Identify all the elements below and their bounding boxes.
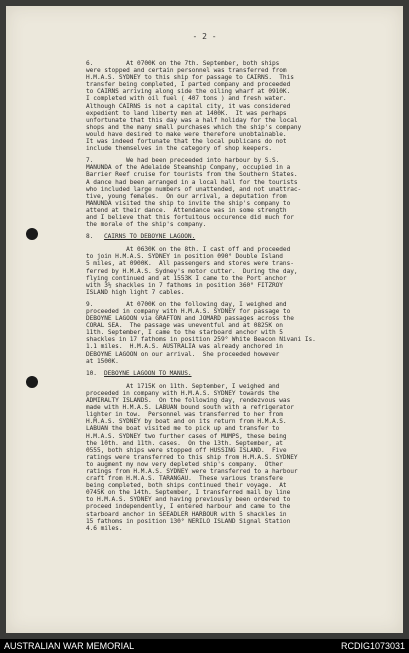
text-line: Although CAIRNS is not a capital city, it was considered <box>86 102 291 110</box>
text-line: and I believe that this fortuitous occurence did much for <box>86 213 294 221</box>
text-line: H.M.A.S. SYDNEY to this ship for passage to CAIRNS. This <box>86 74 294 82</box>
text-line: LABUAN the boat visited me to pick up and transfer to <box>86 425 280 433</box>
text-line: CORAL SEA. The passage was uneventful and at 0825K on <box>86 322 283 330</box>
text-line: 9. At 0700K on the following day, I weighed and <box>86 300 287 308</box>
paragraph <box>86 301 386 365</box>
text-line: 11th. September, I came to the starboard anchor with 5 <box>86 329 283 337</box>
text-line: being completed, both ships continued their voyage. At <box>86 482 287 490</box>
text-line: At 0630K on the 8th. I cast off and proceeded <box>86 246 291 254</box>
section-heading-number: 10. <box>86 369 97 377</box>
text-line: ferred by H.M.A.S. Sydney's motor cutter. During the day, <box>86 267 298 275</box>
text-line: craft from H.M.A.S. TARANGAU. These various transfere <box>86 475 283 483</box>
text-line: at 1500K. <box>86 357 119 365</box>
text-line: 7. We had been preceeded into harbour by S.S. <box>86 157 280 165</box>
section-heading-title: DEBOYNE LAGOON TO MANUS. <box>104 369 192 377</box>
text-line: tive, young females. On our arrival, a deputation from <box>86 192 287 200</box>
text-line: lighter in tow. Personnel was transferred to her from <box>86 411 283 419</box>
text-line: proceed independently, I entered harbour and came to the <box>86 503 291 511</box>
text-line: include themselves in the category of shop keepers. <box>86 145 272 153</box>
text-line: transfer being completed, I parted company and proceeded <box>86 81 291 89</box>
text-line: H.M.A.S. SYDNEY two further cases of MUMPS, these being <box>86 432 287 440</box>
section-heading-number: 8. <box>86 233 94 241</box>
footer-institution: AUSTRALIAN WAR MEMORIAL <box>4 641 135 651</box>
paragraph <box>86 60 386 152</box>
text-line: to CAIRNS arriving along side the oiling wharf at 0910K. <box>86 88 291 96</box>
text-line: were stopped and certain personnel was transferred from <box>86 67 287 75</box>
text-line: MANUNDA of the Adelaide Steamship Company, occupied in a <box>86 164 291 172</box>
punch-hole-lower <box>26 376 38 388</box>
text-line: ratings were transferred to this ship from H.M.A.S. SYDNEY <box>86 453 298 461</box>
text-line: 0745K on the 14th. September, I transferred mail by line <box>86 489 291 497</box>
text-line: 15 fathoms in position 130° NERILO ISLAND Signal Station <box>86 517 291 525</box>
text-line: I completed with oil fuel ( 407 tons ) and fresh water. <box>86 95 287 103</box>
punch-hole-upper <box>26 228 38 240</box>
text-line: made with H.M.A.S. LABUAN bound south with a refrigerator <box>86 404 294 412</box>
text-line: with 3½ shackles in 7 fathoms in position 360° FITZROY <box>86 281 283 289</box>
section-heading-title: CAIRNS TO DEBOYNE LAGOON. <box>104 233 196 241</box>
text-line: attend at their dance. Attendance was in some strength <box>86 206 287 214</box>
text-line: At 1715K on 11th. September, I weighed and <box>86 382 280 390</box>
text-line: flying continued and at 1553K I came to the Port anchor <box>86 274 287 282</box>
text-line: shackles in 17 fathoms in position 259° White Beacon Nivani Is. <box>86 336 316 344</box>
text-line: would have desired to make were therefore unobtainable. <box>86 130 287 138</box>
paragraph <box>86 383 386 532</box>
text-line: It was indeed fortunate that the local publicans do not <box>86 138 287 146</box>
paragraph <box>86 246 386 296</box>
text-line: 5 miles, at 0900K. All passengers and stores were trans- <box>86 260 294 268</box>
paragraph <box>86 157 386 228</box>
text-line: proceeded in company with H.M.A.S. SYDNEY for passage to <box>86 308 291 315</box>
archive-footer <box>0 639 409 653</box>
text-line: MANUNDA visited the ship to invite the ship's company to <box>86 199 291 207</box>
text-line: to augment my now very depleted ship's company. Other <box>86 460 283 468</box>
text-line: 4.6 miles. <box>86 524 123 532</box>
section-heading <box>86 370 386 377</box>
text-line: shops and the many small purchases which the ship's company <box>86 123 302 131</box>
text-line: to join H.M.A.S. SYDNEY in position 090° Double Island <box>86 253 283 261</box>
text-line: who included large numbers of unattended, and not unattrac- <box>86 185 302 193</box>
page-number: - 2 - <box>192 32 217 41</box>
text-line: ratings from H.M.A.S. SYDNEY were transferred to a harbour <box>86 467 298 475</box>
text-line: unfortunate that this day was a half holiday for the local <box>86 116 298 124</box>
text-line: DEBOYNE LAGOON via GRAFTON and JOMARD passages across the <box>86 315 294 323</box>
document-body <box>86 60 386 537</box>
section-heading <box>86 233 386 240</box>
document-page <box>6 6 403 633</box>
text-line: the 10th. and 11th. cases. On the 13th. September, at <box>86 439 283 447</box>
text-line: proceeded in company with H.M.A.S. SYDNEY towards the <box>86 389 280 397</box>
text-line: expedient to land liberty men at 1400K. It was perhaps <box>86 109 287 117</box>
text-line: 1.1 miles. H.M.A.S. AUSTRALIA was already anchored in <box>86 343 283 351</box>
text-line: Barrier Reef cruise for tourists from the Southern States. <box>86 171 298 179</box>
text-line: A dance had been arranged in a local hall for the tourists <box>86 178 298 186</box>
text-line: ISLAND high light 7 cables. <box>86 288 185 296</box>
text-line: H.M.A.S. SYDNEY by boat and on its return from H.M.A.S. <box>86 418 287 426</box>
footer-record-id: RCDIG1073031 <box>340 641 405 651</box>
text-line: to H.M.A.S. SYDNEY and having previously been ordered to <box>86 496 291 504</box>
text-line: starboard anchor in SEEADLER HARBOUR with 5 shackles in <box>86 510 287 518</box>
text-line: 0555, both ships were stopped off HUSSING ISLAND. Five <box>86 446 287 454</box>
text-line: the morale of the ship's company. <box>86 221 207 229</box>
text-line: 6. At 0700K on the 7th. September, both ships <box>86 60 280 67</box>
text-line: ADMIRALTY ISLANDS. On the following day, rendezvous was <box>86 397 291 405</box>
text-line: DEBOYNE LAGOON on our arrival. She proceeded however <box>86 350 280 358</box>
